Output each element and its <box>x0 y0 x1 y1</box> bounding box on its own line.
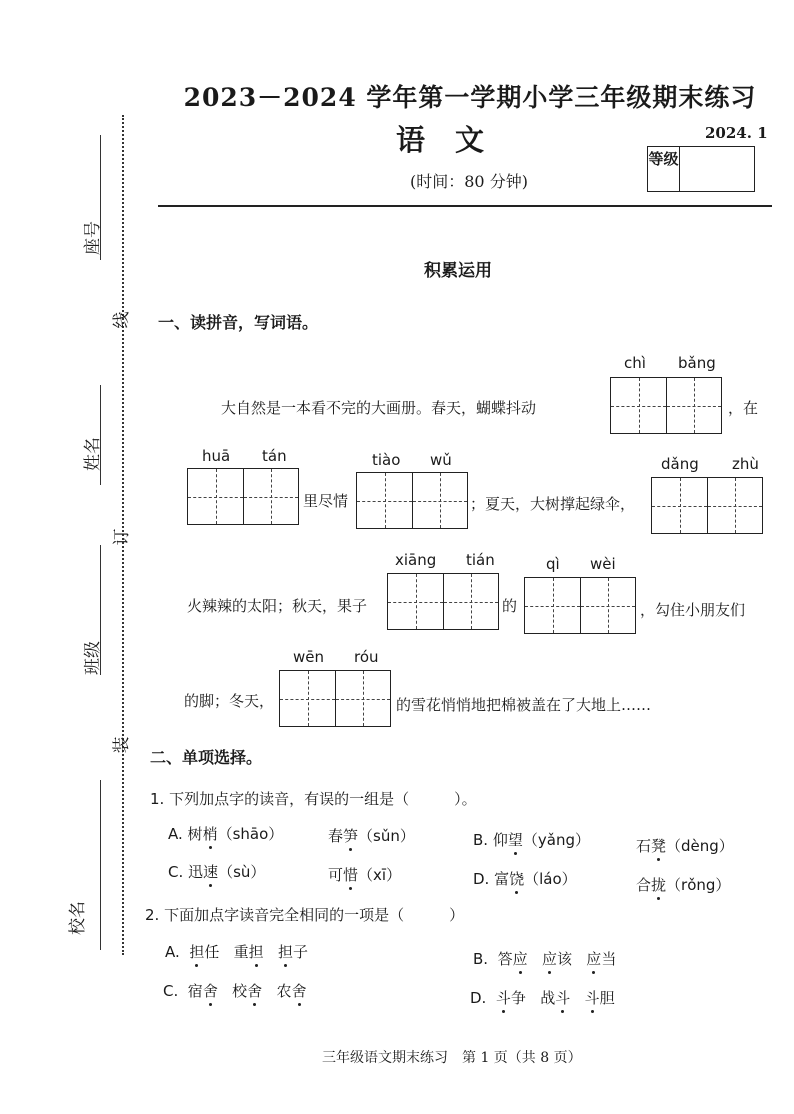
option-2B[interactable]: B. 答应 应该 应当 <box>473 950 617 968</box>
q1-line4-tail: 的雪花悄悄地把棉被盖在了大地上…… <box>396 696 652 714</box>
binding-mark-line: 线 <box>112 311 132 329</box>
q2-item2-stem: 2. 下面加点字读音完全相同的一项是（ ） <box>145 906 465 924</box>
q2-item1-stem: 1. 下列加点字的读音，有误的一组是（ ）。 <box>150 790 477 808</box>
grade-box[interactable] <box>647 146 755 192</box>
q1-line2-mid: 里尽情 <box>303 492 349 510</box>
time-limit: (时间：80 分钟) <box>410 172 528 191</box>
answer-grid-xiangtian[interactable] <box>387 573 499 630</box>
answer-grid-chibang[interactable] <box>610 377 722 434</box>
pinyin-wu: wǔ <box>430 451 452 469</box>
q1-line4-head: 的脚；冬天， <box>184 692 275 710</box>
pinyin-hua: huā <box>202 447 231 465</box>
answer-grid-dangzhu[interactable] <box>651 477 763 534</box>
pinyin-xiang: xiāng <box>395 551 437 569</box>
q1-line1-text: 大自然是一本看不完的大画册。春天，蝴蝶抖动 <box>221 399 537 417</box>
pinyin-bang: bǎng <box>678 354 716 372</box>
option-1D-word2: 合拢（rǒng） <box>636 876 731 894</box>
pinyin-dang: dǎng <box>661 455 699 473</box>
option-2C[interactable]: C. 宿舍 校舍 农舍 <box>163 982 307 1000</box>
pinyin-chi: chì <box>624 354 646 372</box>
option-1C-word2: 可惜（xī） <box>328 866 402 884</box>
answer-grid-wenrou[interactable] <box>279 670 391 727</box>
q1-heading: 一、读拼音，写词语。 <box>158 313 319 332</box>
pinyin-wen: wēn <box>293 648 325 666</box>
binding-mark-bind: 装 <box>112 736 132 754</box>
subject-title: 语文 <box>396 123 515 157</box>
q1-line2-tail: ；夏天，大树撑起绿伞， <box>470 495 636 513</box>
seat-label: 座号 <box>83 221 103 255</box>
exam-title: 2023－2024 学年第一学期小学三年级期末练习 <box>183 83 757 112</box>
pinyin-tiao: tiào <box>372 451 401 469</box>
pinyin-tian: tián <box>466 551 495 569</box>
grade-label: 等级 <box>648 147 680 191</box>
school-label: 校名 <box>68 901 88 935</box>
pinyin-qi: qì <box>546 555 560 573</box>
option-1D[interactable]: D. 富饶（láo） <box>473 870 577 888</box>
q1-line3-mid: 的 <box>502 597 518 615</box>
pinyin-wei: wèi <box>590 555 616 573</box>
answer-grid-tiaowu[interactable] <box>356 472 468 529</box>
answer-grid-qiwei[interactable] <box>524 577 636 634</box>
q1-line3-tail: ，勾住小朋友们 <box>640 601 746 619</box>
q2-heading: 二、单项选择。 <box>150 748 263 767</box>
answer-grid-huatan[interactable] <box>187 468 299 525</box>
school-write-line[interactable] <box>100 780 101 950</box>
option-1C[interactable]: C. 迅速（sù） <box>168 863 266 881</box>
q1-line1-tail: ，在 <box>728 399 759 417</box>
exam-date: 2024. 1 <box>705 124 768 142</box>
q1-line3-head: 火辣辣的太阳；秋天，果子 <box>187 597 368 615</box>
header-divider <box>158 205 772 207</box>
option-2D[interactable]: D. 斗争 战斗 斗胆 <box>470 989 615 1007</box>
option-1B[interactable]: B. 仰望（yǎng） <box>473 831 590 849</box>
section-title: 积累运用 <box>424 261 492 281</box>
binding-mark-staple: 订 <box>112 528 132 546</box>
class-label: 班级 <box>83 641 103 675</box>
page-footer: 三年级语文期末练习 第 1 页（共 8 页） <box>322 1050 582 1066</box>
option-2A[interactable]: A. 担任 重担 担子 <box>165 943 309 961</box>
option-1A-word2: 春笋（sǔn） <box>328 827 415 845</box>
pinyin-rou: róu <box>354 648 379 666</box>
pinyin-zhu: zhù <box>732 455 759 473</box>
name-label: 姓名 <box>83 437 103 471</box>
option-1B-word2: 石凳（dèng） <box>636 837 734 855</box>
pinyin-tan: tán <box>262 447 287 465</box>
option-1A[interactable]: A. 树梢（shāo） <box>168 825 284 843</box>
